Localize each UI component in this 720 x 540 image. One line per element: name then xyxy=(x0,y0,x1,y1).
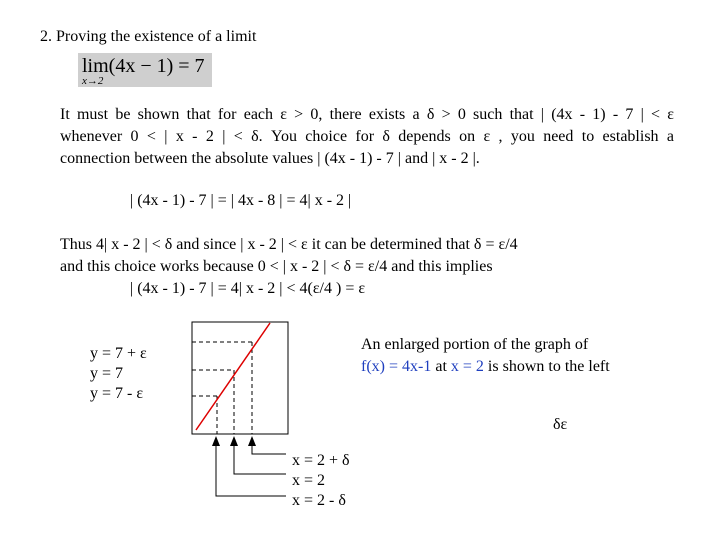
caption-line2 xyxy=(361,356,610,378)
paragraph2-line2: and this choice works because 0 < | x - 2 | < δ = ε/4 and this implies xyxy=(60,258,493,275)
arrowhead-upper xyxy=(248,436,256,446)
caption-line1: An enlarged portion of the graph of xyxy=(361,336,589,353)
delta-epsilon-symbol: δε xyxy=(553,416,568,433)
y-label-center: y = 7 xyxy=(90,365,124,382)
arrowhead-center xyxy=(230,436,238,446)
x-label-upper: x = 2 + δ xyxy=(292,452,350,469)
function-line xyxy=(196,323,270,430)
arrowhead-lower xyxy=(212,436,220,446)
paragraph1-line3: connection between the absolute values | (4x - 1) - 7 | and | x - 2 |. xyxy=(60,150,480,167)
arrow-upper-connector xyxy=(252,444,286,454)
x-label-lower: x = 2 - δ xyxy=(292,492,346,509)
paragraph2-line1: Thus 4| x - 2 | < δ and since | x - 2 | < ε it can be determined that δ = ε/4 xyxy=(60,236,518,253)
paragraph1-line2: whenever 0 < | x - 2 | < δ. You choice for δ depends on ε , you need to establish a xyxy=(60,128,674,145)
x-label-center: x = 2 xyxy=(292,472,326,489)
page-heading: 2. Proving the existence of a limit xyxy=(40,28,257,45)
caption-at: at xyxy=(431,358,451,375)
limit-expression: lim(4x − 1) = 7 xyxy=(82,55,205,77)
caption-rest: is shown to the left xyxy=(483,358,610,375)
y-label-lower: y = 7 - ε xyxy=(90,385,144,402)
arrow-lower-connector xyxy=(216,444,286,496)
equation-absolute-values: | (4x - 1) - 7 | = | 4x - 8 | = 4| x - 2 | xyxy=(130,192,352,209)
limit-subscript: x→2 xyxy=(82,75,104,87)
paragraph2-line3: | (4x - 1) - 7 | = 4| x - 2 | < 4(ε/4 ) = ε xyxy=(130,280,366,297)
y-label-upper: y = 7 + ε xyxy=(90,345,147,362)
graph-frame xyxy=(192,322,288,434)
caption-function: f(x) = 4x-1 xyxy=(361,358,432,375)
caption-x-value: x = 2 xyxy=(450,358,484,375)
arrow-center-connector xyxy=(234,444,286,474)
paragraph1-line1: It must be shown that for each ε > 0, there exists a δ > 0 such that | (4x - 1) - 7 | < ε xyxy=(60,106,674,123)
